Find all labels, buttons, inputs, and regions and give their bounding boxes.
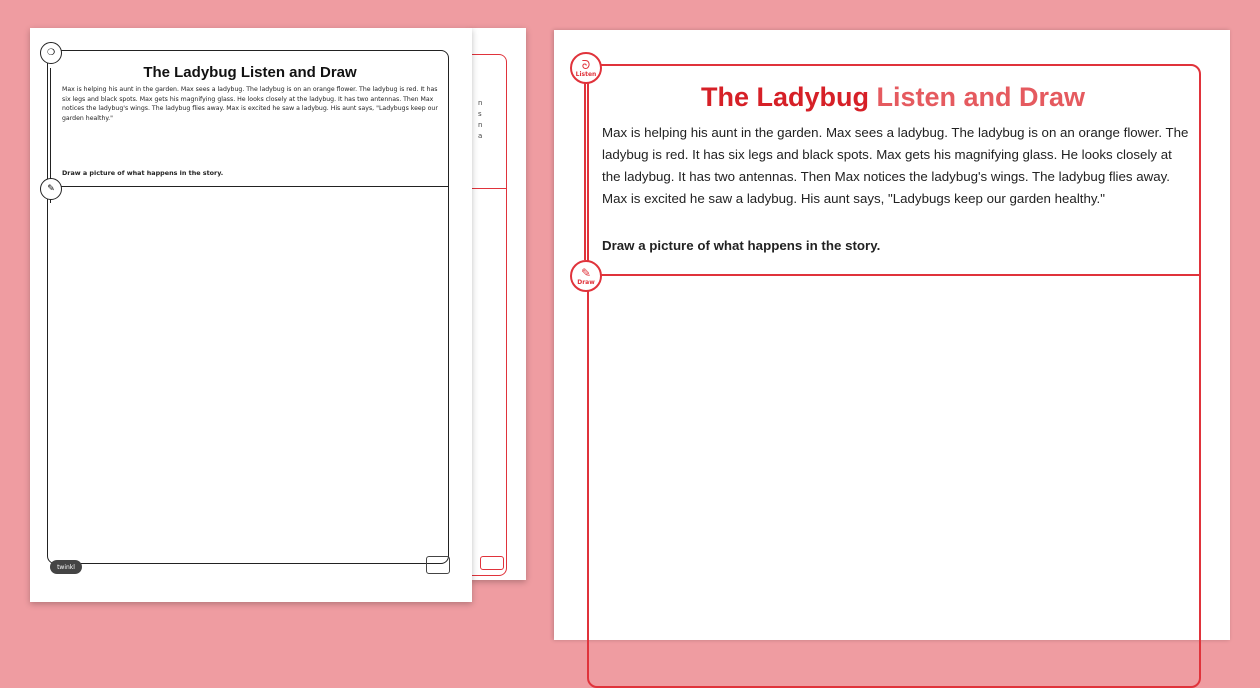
color-worksheet-page xyxy=(554,30,1230,640)
draw-instruction: Draw a picture of what happens in the story. xyxy=(602,238,881,253)
draw-badge xyxy=(570,260,602,292)
listen-badge xyxy=(570,52,602,84)
footer-badge-icon xyxy=(426,556,450,574)
back-page-divider xyxy=(470,188,506,189)
worksheet-title xyxy=(587,82,1199,113)
right-page-rail xyxy=(584,82,586,260)
ear-icon: ᘐ xyxy=(581,57,591,72)
left-page-story: Max is helping his aunt in the garden. Max sees a ladybug. The ladybug is on an orange flower. The ladybug is red. It has six legs and black spots. Max gets his magnifying glass. He looks closely at the ladybug. It has two antennas. Then Max notices the ladybug's wings. The ladybug flies away. Max is excited he saw a ladybug. His aunt says, "Ladybugs keep our garden healthy." xyxy=(62,86,438,122)
left-page-frame xyxy=(47,50,449,564)
twinkl-logo: twinkl xyxy=(50,560,82,574)
story-text: Max is helping his aunt in the garden. Max sees a ladybug. The ladybug is on an orange flower. The ladybug is red. It has six legs and black spots. Max gets his magnifying glass. He looks closely at the ladybug. It has two antennas. Then Max notices the ladybug's wings. The ladybug flies away. Max is excited he saw a ladybug. His aunt says, "Ladybugs keep our garden healthy." xyxy=(602,125,1189,206)
left-page-instruction: Draw a picture of what happens in the story. xyxy=(62,169,224,177)
back-page-frame xyxy=(470,54,507,576)
right-page-divider xyxy=(587,274,1199,276)
back-worksheet-page xyxy=(470,28,526,580)
pencil-icon: ✎ xyxy=(40,178,62,200)
left-page-divider xyxy=(47,186,449,187)
ear-icon: ❍ xyxy=(40,42,62,64)
listen-label: Listen xyxy=(575,70,597,78)
left-page-title: The Ladybug Listen and Draw xyxy=(143,64,357,81)
pencil-icon: ✎ xyxy=(580,265,592,280)
draw-label: Draw xyxy=(577,278,595,286)
title-part-1: The Ladybug xyxy=(700,82,869,112)
greyscale-worksheet-page xyxy=(30,28,472,602)
title-part-2: Listen and Draw xyxy=(876,82,1086,112)
back-page-footer-icon xyxy=(480,556,504,570)
back-page-text-snippet: n s n a xyxy=(478,99,483,140)
